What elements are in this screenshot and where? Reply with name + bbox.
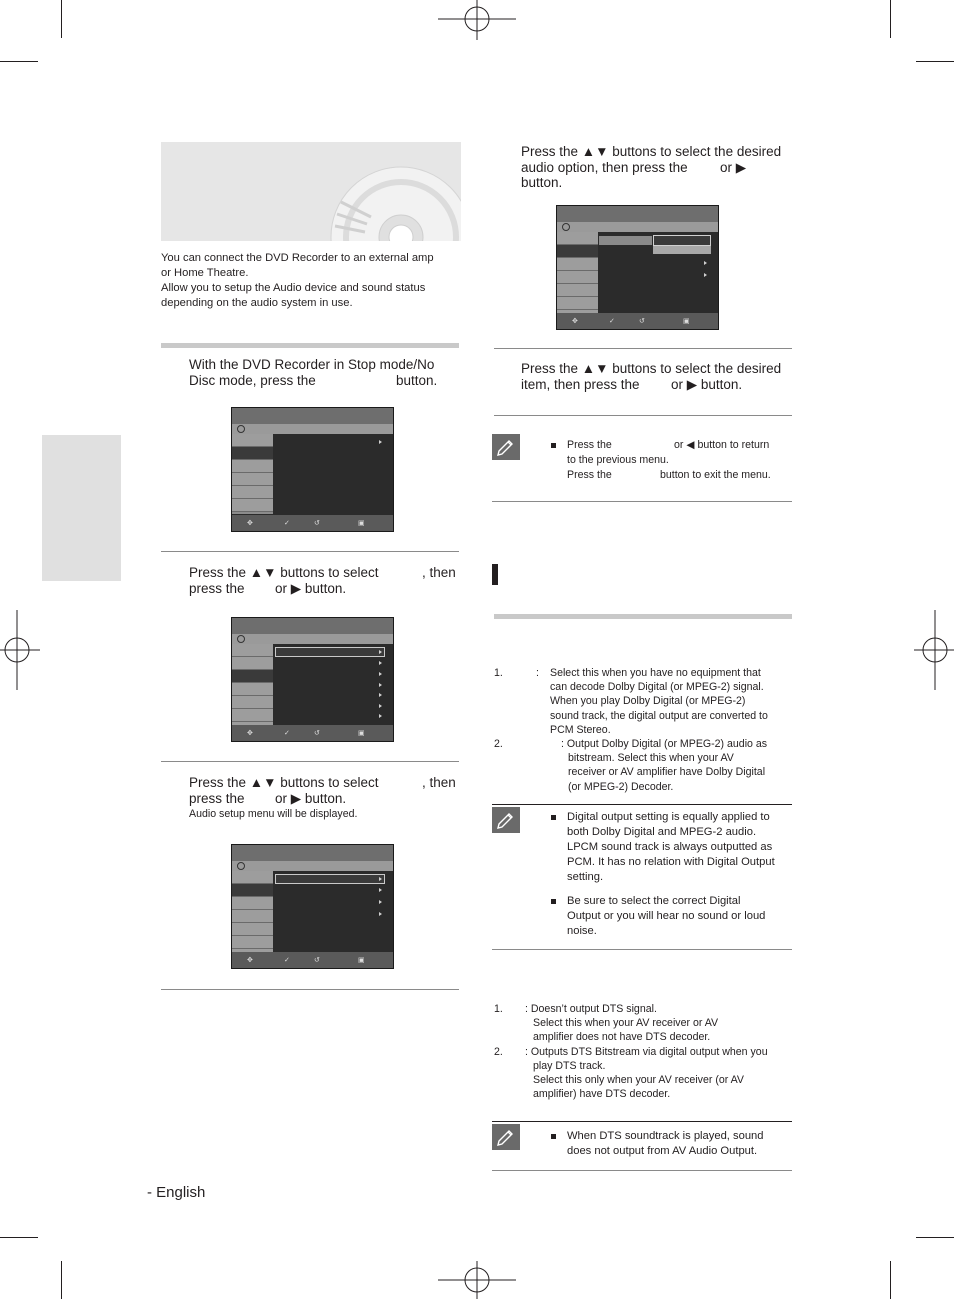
step-1-text (189, 357, 469, 388)
return-icon: ↺ (314, 957, 320, 964)
arrow-right-icon (704, 273, 707, 277)
return-icon: ↺ (314, 520, 320, 527)
arrow-right-icon (379, 877, 382, 881)
disc-icon (237, 425, 245, 433)
disc-icon (562, 223, 570, 231)
note-box (492, 807, 520, 833)
list-item-text: amplifier does not have DTS decoder. (533, 1031, 711, 1044)
step-divider (494, 348, 792, 349)
list-item-text: : Doesn’t output DTS signal. (525, 1003, 657, 1015)
step-3-subtext: Audio setup menu will be displayed. (189, 808, 358, 820)
arrow-right-icon (379, 683, 382, 687)
step-2-line-1b: , then (422, 565, 456, 580)
note-line: LPCM sound track is always outputted as (567, 841, 773, 853)
note-box (492, 1124, 520, 1150)
menu-screen-4 (556, 205, 719, 330)
note-1-line-2: to the previous menu. (567, 454, 669, 466)
note-3-text (567, 1129, 797, 1159)
arrow-right-icon (379, 888, 382, 892)
note-1-line-3a: Press the (567, 469, 612, 481)
step-2-line-1a: Press the ▲▼ buttons to select (189, 565, 379, 580)
menu-screen-2 (231, 617, 394, 742)
step-divider (161, 989, 459, 990)
return-icon: ↺ (639, 318, 645, 325)
step-3-line-2b: or ▶ button. (275, 790, 347, 806)
ok-icon: ✓ (609, 318, 615, 325)
list-item-text: When you play Dolby Digital (or MPEG-2) (550, 695, 746, 708)
section-rule (494, 614, 792, 619)
list-colon: : (536, 667, 539, 679)
step-1-line-2a: Disc mode, press the (189, 372, 316, 388)
step-5-line-2b: or ▶ button. (671, 376, 743, 392)
move-icon: ✥ (247, 730, 253, 737)
note-2-bullet-1 (567, 810, 797, 885)
registration-mark-icon (0, 610, 40, 690)
intro-line: depending on the audio system in use. (161, 297, 353, 309)
disc-icon (237, 635, 245, 643)
menu-screen-1 (231, 407, 394, 532)
step-4-line-1: Press the ▲▼ buttons to select the desired (521, 144, 782, 159)
note-divider (492, 804, 792, 805)
screen-highlight-bar (275, 647, 385, 657)
screen-side-menu (232, 434, 273, 514)
list-item-text: Select this when your AV receiver or AV (533, 1017, 719, 1030)
note-1-line-1a: Press the (567, 439, 612, 451)
step-1-line-2b: button. (396, 372, 438, 388)
list-item-text: amplifier) have DTS decoder. (533, 1088, 671, 1101)
move-icon: ✥ (247, 957, 253, 964)
arrow-right-icon (379, 704, 382, 708)
crop-mark (0, 1237, 38, 1238)
note-box (492, 434, 520, 460)
list-number: 2. (494, 1045, 503, 1058)
exit-icon: ▣ (358, 730, 365, 737)
bullet (551, 899, 556, 904)
crop-mark (61, 1261, 62, 1299)
note-2-bullet-2 (567, 894, 797, 939)
step-divider (494, 415, 792, 416)
note-line: Be sure to select the correct Digital (567, 895, 741, 907)
step-4-text (521, 144, 801, 192)
pencil-note-icon (496, 1127, 516, 1147)
section-marker (492, 564, 498, 585)
step-divider (161, 551, 459, 552)
intro-line: or Home Theatre. (161, 267, 249, 279)
step-1-line-1: With the DVD Recorder in Stop mode/No (189, 357, 435, 372)
list-item-text: bitstream. Select this when your AV (568, 752, 734, 765)
bullet (551, 815, 556, 820)
crop-mark (0, 61, 38, 62)
note-divider (492, 949, 792, 950)
step-divider (161, 761, 459, 762)
arrow-right-icon (379, 440, 382, 444)
list-item-text: can decode Dolby Digital (or MPEG-2) signal. (550, 681, 764, 694)
list-item-text: : Output Dolby Digital (or MPEG-2) audio as (561, 738, 768, 750)
exit-icon: ▣ (683, 318, 690, 325)
note-line: noise. (567, 925, 597, 937)
bullet (551, 443, 556, 448)
note-line: When DTS soundtrack is played, sound (567, 1130, 764, 1142)
step-3-line-2a: press the (189, 790, 245, 806)
step-3-text (189, 775, 469, 825)
note-1-line-3b: button to exit the menu. (660, 469, 771, 481)
crop-mark (890, 0, 891, 38)
note-1-line-1b: or ◀ button to return (674, 439, 770, 451)
screen-highlight-bar (275, 874, 385, 884)
step-4-line-3: button. (521, 175, 563, 190)
crop-mark (916, 1237, 954, 1238)
ok-icon: ✓ (284, 520, 290, 527)
registration-mark-icon (438, 1261, 516, 1299)
exit-icon: ▣ (358, 957, 365, 964)
step-4-line-2b: or ▶ (720, 159, 747, 175)
arrow-right-icon (379, 693, 382, 697)
list-number: 1. (494, 1003, 503, 1015)
menu-screen-3 (231, 844, 394, 969)
arrow-right-icon (704, 261, 707, 265)
move-icon: ✥ (247, 520, 253, 527)
step-2-text (189, 565, 469, 597)
step-2-line-2b: or ▶ button. (275, 580, 347, 596)
bullet (551, 1134, 556, 1139)
list-item-text: (or MPEG-2) Decoder. (568, 780, 674, 793)
step-3-line-1a: Press the ▲▼ buttons to select (189, 775, 379, 790)
ok-icon: ✓ (284, 730, 290, 737)
intro-line: Allow you to setup the Audio device and sound status (161, 282, 426, 294)
side-tab (42, 435, 121, 581)
list-item-text: Select this when you have no equipment that (550, 667, 761, 679)
note-line: PCM. It has no relation with Digital Output (567, 856, 775, 868)
note-line: does not output from AV Audio Output. (567, 1145, 758, 1157)
move-icon: ✥ (572, 318, 578, 325)
step-5-line-1: Press the ▲▼ buttons to select the desired (521, 361, 782, 376)
note-line: Output or you will hear no sound or loud (567, 910, 766, 922)
section-header-banner (161, 142, 461, 241)
arrow-right-icon (379, 661, 382, 665)
page-footer-language: - English (147, 1184, 206, 1201)
step-5-line-2a: item, then press the (521, 376, 640, 392)
intro-line: You can connect the DVD Recorder to an external amp (161, 252, 434, 264)
intro-text (161, 251, 471, 311)
list-item-text: PCM Stereo. (550, 723, 611, 736)
note-divider (492, 1170, 792, 1171)
return-icon: ↺ (314, 730, 320, 737)
screen-button-bar (232, 515, 393, 531)
arrow-right-icon (379, 714, 382, 718)
step-5-text (521, 361, 801, 393)
arrow-right-icon (379, 672, 382, 676)
list-item-text: receiver or AV amplifier have Dolby Digital (568, 766, 766, 779)
note-line: setting. (567, 871, 604, 883)
dts-list (494, 1002, 794, 1102)
disc-icon (237, 862, 245, 870)
screen-option-popup (653, 235, 711, 246)
note-1-text (567, 438, 797, 484)
step-4-line-2a: audio option, then press the (521, 159, 688, 175)
ok-icon: ✓ (284, 957, 290, 964)
arrow-right-icon (379, 912, 382, 916)
step-3-line-1b: , then (422, 775, 456, 790)
screen-selected-item (599, 236, 652, 245)
arrow-right-icon (379, 900, 382, 904)
section-rule (161, 343, 459, 348)
list-item-text: : Outputs DTS Bitstream via digital output when you (525, 1045, 768, 1058)
disc-icon (161, 142, 461, 241)
crop-mark (61, 0, 62, 38)
list-number: 1. (494, 667, 503, 679)
registration-mark-icon (914, 610, 954, 690)
note-line: both Dolby Digital and MPEG-2 audio. (567, 826, 757, 838)
note-divider (492, 501, 792, 502)
note-divider (492, 1121, 792, 1122)
registration-mark-icon (438, 0, 516, 40)
screen-option-popup (653, 246, 711, 254)
note-line: Digital output setting is equally applied to (567, 811, 770, 823)
exit-icon: ▣ (358, 520, 365, 527)
crop-mark (916, 61, 954, 62)
step-2-line-2a: press the (189, 580, 245, 596)
crop-mark (890, 1261, 891, 1299)
screen-subtitle-bar (232, 424, 393, 434)
list-number: 2. (494, 738, 503, 750)
pencil-note-icon (496, 810, 516, 830)
digital-output-list (494, 666, 794, 796)
list-item-text: sound track, the digital output are converted to (550, 709, 768, 722)
list-item-text: play DTS track. (533, 1059, 606, 1072)
screen-title-bar (232, 408, 393, 424)
pencil-note-icon (496, 437, 516, 457)
arrow-right-icon (379, 650, 382, 654)
list-item-text: Select this only when your AV receiver (or AV (533, 1074, 744, 1086)
